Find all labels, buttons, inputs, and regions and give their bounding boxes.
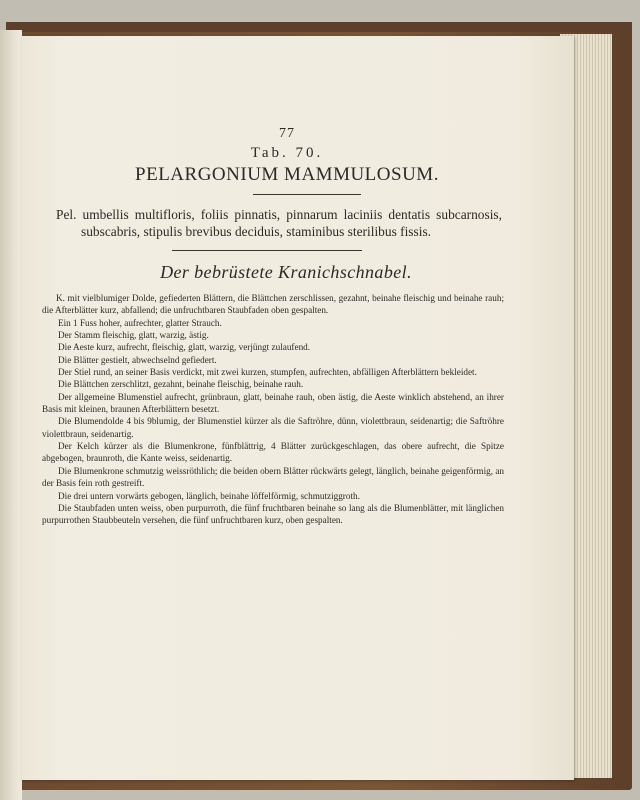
description bbox=[42, 292, 504, 527]
description-paragraph: Die Blumenkrone schmutzig weissröthlich; die beiden obern Blätter rückwärts gelegt, länglich, beinahe geigenförmig, an der Basis fein roth gestreift. bbox=[42, 465, 504, 489]
page-number: 77 bbox=[279, 126, 295, 141]
latin-diagnosis bbox=[56, 207, 502, 240]
description-paragraph: Der Stamm fleischig, glatt, warzig, ästig. bbox=[58, 330, 209, 341]
title-rule bbox=[253, 194, 361, 195]
description-paragraph: Die Blätter gestielt, abwechselnd gefiedert. bbox=[58, 354, 217, 365]
left-page-gutter bbox=[0, 30, 22, 800]
cover-top-edge bbox=[6, 22, 632, 32]
description-paragraph: Die Staubfaden unten weiss, oben purpurroth, die fünf fruchtbaren beinahe so lang als die Blumenblätter, mit länglichen purpurrothen Staubbeuteln versehen, die fünf unfruchtbaren kurz, oben gespalten. bbox=[42, 502, 504, 526]
description-paragraph: Die drei untern vorwärts gebogen, länglich, beinahe löffelförmig, schmutziggroth. bbox=[58, 490, 360, 501]
page-content bbox=[42, 126, 504, 527]
description-paragraph: Die Blumendolde 4 bis 9blumig, der Blumenstiel kürzer als die Saftröhre, dünn, violettbraun, seidenartig; die Saftröhre violettbraun, seidenartig. bbox=[42, 416, 504, 439]
description-paragraph: Der allgemeine Blumenstiel aufrecht, grünbraun, glatt, beinahe rauh, oben ästig, die Aeste winklich abstehend, an ihrer Basis mit kleinen, braunen Afterblättern besetzt. bbox=[42, 391, 504, 415]
latin-diagnosis-text: Pel. umbellis multifloris, foliis pinnatis, pinnarum laciniis dentatis subcarnosis, subscabris, stipulis brevibus deciduis, staminibus sterilibus fissis. bbox=[56, 207, 502, 239]
description-paragraph: Der Kelch kürzer als die Blumenkrone, fünfblättrig, 4 Blätter zurückgeschlagen, das obere aufrecht, die Spitze abgebogen, braunroth, die Kante weiss, seidenartig. bbox=[42, 441, 504, 464]
common-name-heading: Der bebrüstete Kranichschnabel. bbox=[160, 262, 412, 282]
description-paragraph: Ein 1 Fuss hoher, aufrechter, glatter Strauch. bbox=[58, 317, 222, 328]
description-paragraph: Die Aeste kurz, aufrecht, fleischig, glatt, warzig, verjüngt zulaufend. bbox=[58, 342, 311, 353]
species-title: PELARGONIUM MAMMULOSUM. bbox=[135, 164, 439, 185]
description-paragraph: Die Blättchen zerschlitzt, gezahnt, beinahe fleischig, beinahe rauh. bbox=[58, 379, 304, 390]
plate-label: Tab. 70. bbox=[250, 145, 324, 161]
description-paragraph: Der Stiel rund, an seiner Basis verdickt, mit zwei kurzen, stumpfen, aufrechten, abfälligen Afterblättern bekleidet. bbox=[58, 367, 477, 378]
section-rule bbox=[172, 250, 362, 251]
description-paragraph: K. mit vielblumiger Dolde, gefiederten Blättern, die Blättchen zerschlissen, gezahnt, beinahe fleischig und beinahe rauh; die Afterblätter kurz, abfallend; die unfruchtbaren Staubfaden oben gespalten. bbox=[42, 293, 504, 316]
